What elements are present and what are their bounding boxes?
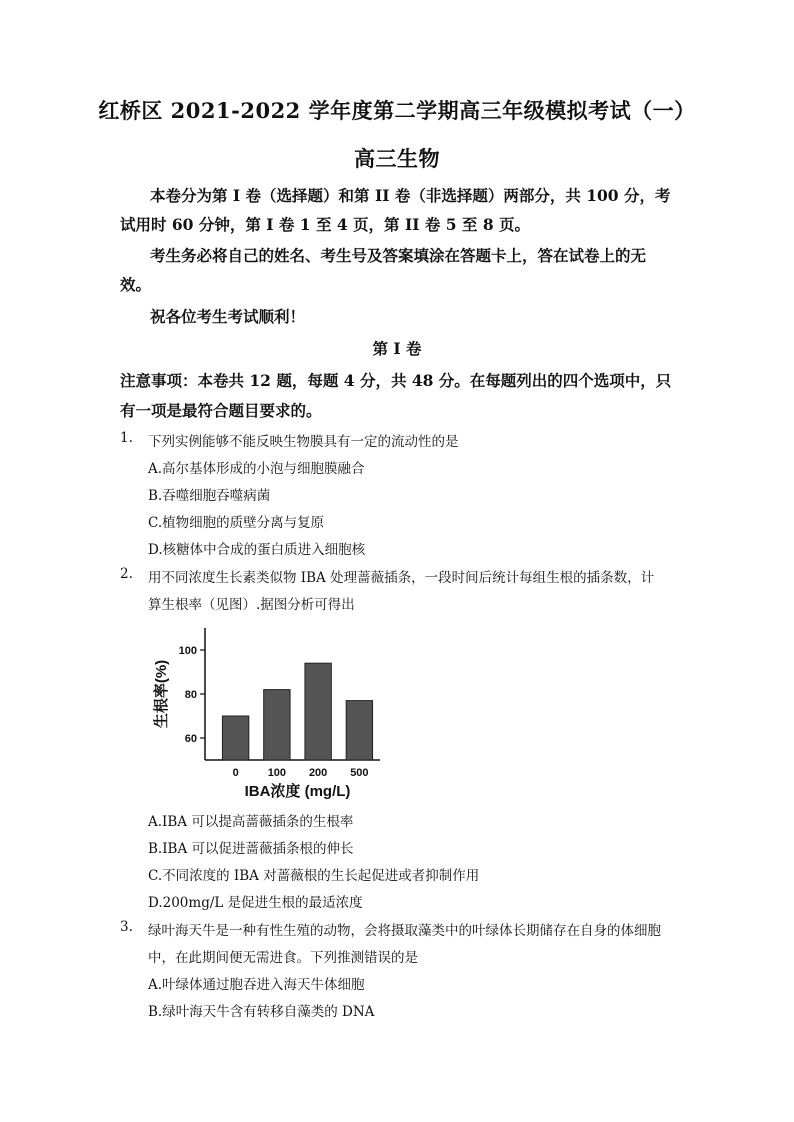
bar xyxy=(222,716,248,760)
bar xyxy=(305,663,331,760)
intro-line-5: 祝各位考生考试顺利！ xyxy=(150,307,306,326)
intro-line-1: 本卷分为第 I 卷（选择题）和第 II 卷（非选择题）两部分，共 100 分，考 xyxy=(150,186,671,205)
question-number: 3. xyxy=(120,919,133,935)
option-b: B.IBA 可以促进蔷薇插条根的伸长 xyxy=(148,841,354,857)
option-c: C.植物细胞的质壁分离与复原 xyxy=(148,515,325,531)
notice-line-2: 有一项是最符合题目要求的。 xyxy=(120,401,322,420)
option-b: B.绿叶海天牛含有转移自藻类的 DNA xyxy=(148,1004,375,1020)
y-axis-title: 生根率(%) xyxy=(153,659,170,729)
option-a: A.高尔基体形成的小泡与细胞膜融合 xyxy=(148,461,365,477)
option-b: B.吞噬细胞吞噬病菌 xyxy=(148,488,271,504)
rooting-rate-chart xyxy=(140,618,390,803)
bar xyxy=(346,701,372,760)
question-stem-continued: 中，在此期间便无需进食。下列推测错误的是 xyxy=(148,950,418,966)
x-tick-label: 0 xyxy=(232,767,239,779)
x-tick-label: 100 xyxy=(267,767,287,779)
option-a: A.IBA 可以提高蔷薇插条的生根率 xyxy=(148,814,354,830)
question-number: 2. xyxy=(120,566,133,582)
page-title: 红桥区 2021-2022 学年度第二学期高三年级模拟考试（一） xyxy=(98,98,696,123)
y-tick-label: 100 xyxy=(178,645,197,657)
question-stem: 绿叶海天牛是一种有性生殖的动物，会将摄取藻类中的叶绿体长期储存在自身的体细胞 xyxy=(148,923,661,939)
option-c: C.不同浓度的 IBA 对蔷薇根的生长起促进或者抑制作用 xyxy=(148,868,480,884)
option-d: D.核糖体中合成的蛋白质进入细胞核 xyxy=(148,542,366,558)
intro-line-2: 试用时 60 分钟，第 I 卷 1 至 4 页，第 II 卷 5 至 8 页。 xyxy=(120,215,531,234)
y-tick-label: 80 xyxy=(184,689,197,701)
intro-line-3: 考生务必将自己的姓名、考生号及答案填涂在答题卡上，答在试卷上的无 xyxy=(150,246,647,265)
question-number: 1. xyxy=(120,430,133,446)
y-tick-label: 60 xyxy=(184,733,197,745)
x-tick-label: 200 xyxy=(308,767,328,779)
x-axis-title: IBA浓度 (mg/L) xyxy=(244,783,351,800)
intro-line-4: 效。 xyxy=(120,275,152,294)
question-stem: 下列实例能够不能反映生物膜具有一定的流动性的是 xyxy=(148,434,459,450)
question-stem-continued: 算生根率（见图）.据图分析可得出 xyxy=(148,597,355,613)
bar xyxy=(264,690,290,760)
section-heading: 第 I 卷 xyxy=(372,339,422,358)
option-a: A.叶绿体通过胞吞进入海天牛体细胞 xyxy=(148,977,365,993)
question-stem: 用不同浓度生长素类似物 IBA 处理蔷薇插条，一段时间后统计每组生根的插条数，计 xyxy=(148,570,655,586)
notice-line-1: 注意事项：本卷共 12 题，每题 4 分，共 48 分。在每题列出的四个选项中，只 xyxy=(120,371,672,390)
option-d: D.200mg/L 是促进生根的最适浓度 xyxy=(148,895,363,911)
page-subtitle: 高三生物 xyxy=(354,146,440,171)
x-tick-label: 500 xyxy=(350,767,369,779)
